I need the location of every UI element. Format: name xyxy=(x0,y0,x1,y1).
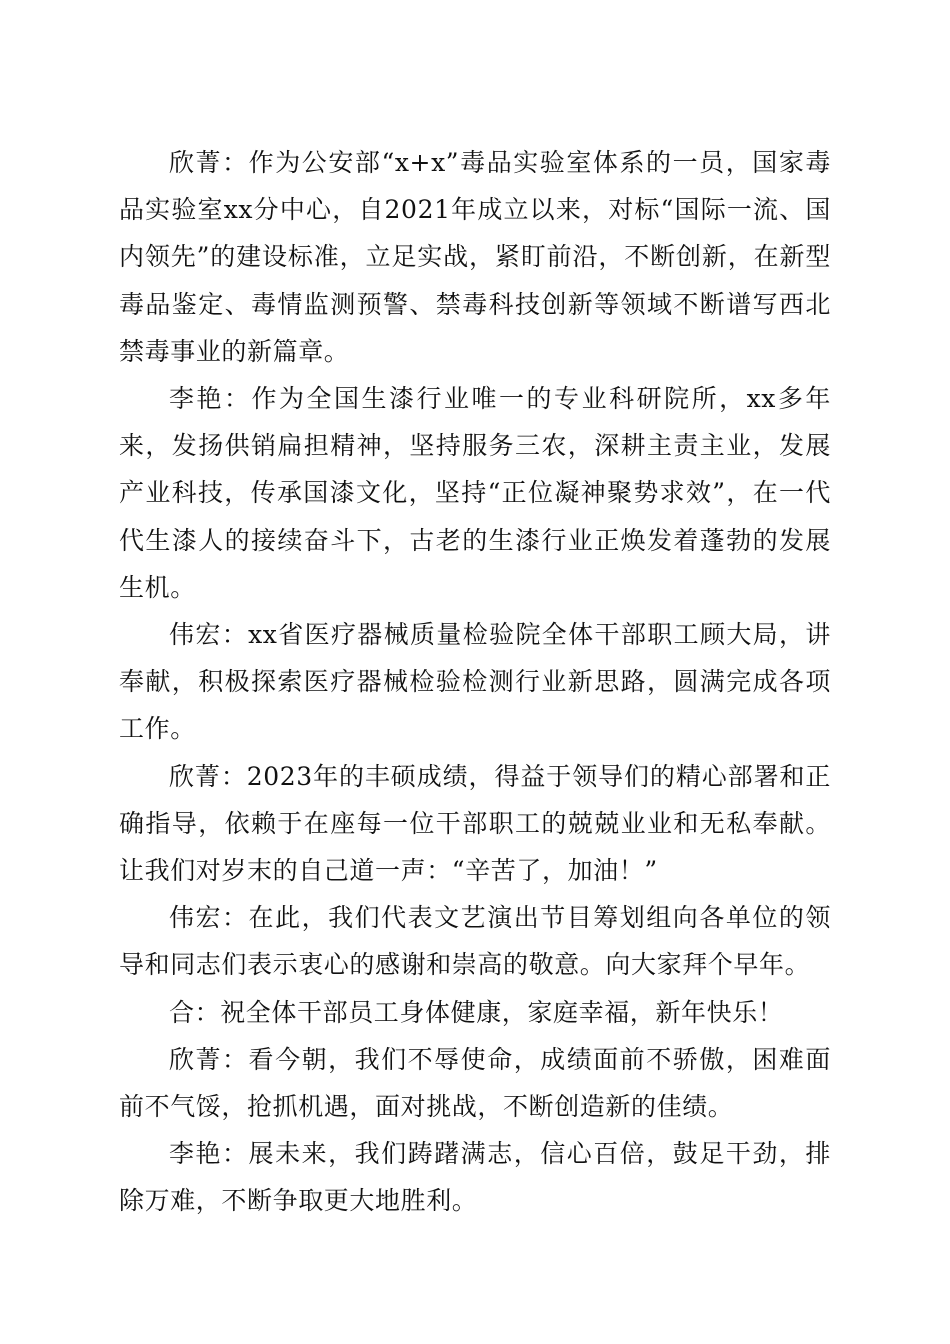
paragraph-2: 李艳：作为全国生漆行业唯一的专业科研院所，xx多年来，发扬供销扁担精神，坚持服务三农，深耕主责主业，发展产业科技，传承国漆文化，坚持“正位凝神聚势求效”，在一代代生漆人的接续奋斗下，古老的生漆行业正焕发着蓬勃的发展生机。 xyxy=(119,384,831,602)
paragraph-8: 李艳：展未来，我们踌躇满志，信心百倍，鼓足干劲，排除万难，不断争取更大地胜利。 xyxy=(119,1139,831,1216)
paragraph-7: 欣菁：看今朝，我们不辱使命，成绩面前不骄傲，困难面前不气馁，抢抓机遇，面对挑战，不断创造新的佳绩。 xyxy=(119,1044,831,1122)
paragraph-6: 合：祝全体干部员工身体健康，家庭幸福，新年快乐！ xyxy=(169,997,784,1027)
paragraph-4: 欣菁：2023年的丰硕成绩，得益于领导们的精心部署和正确指导，依赖于在座每一位干部职工的兢兢业业和无私奉献。让我们对岁末的自己道一声：“辛苦了，加油！” xyxy=(119,761,831,886)
paragraph-3: 伟宏：xx省医疗器械质量检验院全体干部职工顾大局，讲奉献，积极探索医疗器械检验检测行业新思路，圆满完成各项工作。 xyxy=(119,620,831,744)
paragraph-1: 欣菁：作为公安部“x+x”毒品实验室体系的一员，国家毒品实验室xx分中心，自2021年成立以来，对标“国际一流、国内领先”的建设标准，立足实战，紧盯前沿，不断创新，在新型毒品鉴定、毒情监测预警、禁毒科技创新等领域不断谱写西北禁毒事业的新篇章。 xyxy=(119,148,831,366)
document-body xyxy=(119,139,831,1225)
paragraph-5: 伟宏：在此，我们代表文艺演出节目筹划组向各单位的领导和同志们表示衷心的感谢和崇高的敬意。向大家拜个早年。 xyxy=(119,903,831,980)
